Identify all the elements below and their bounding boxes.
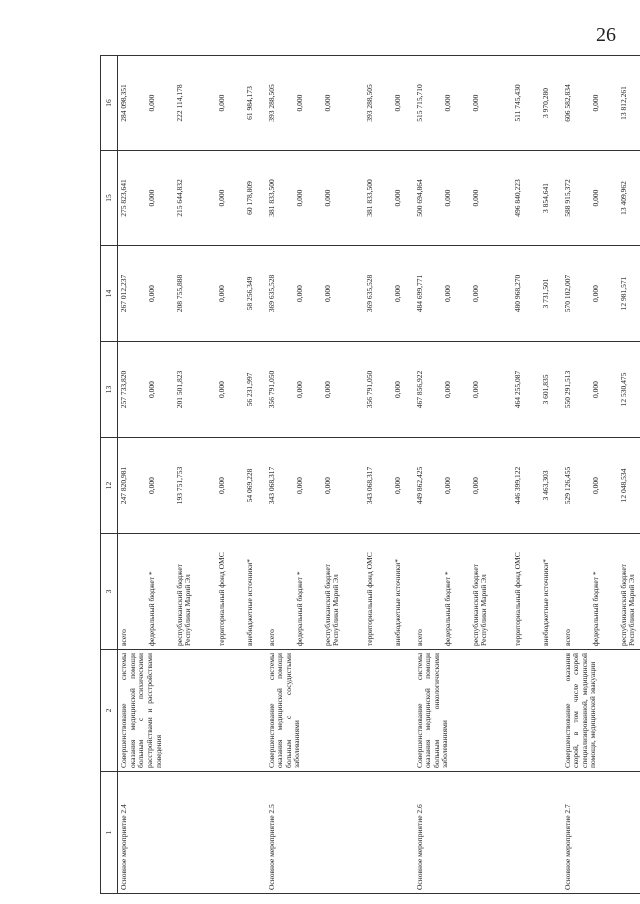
measure-description-cell: Совершенствование системы оказания медицинской помощи больным с психическими расстройствами и расстройствами поведения: [118, 650, 266, 772]
measure-cell: Основное мероприятие 2.7: [562, 772, 640, 894]
value-cell: 3 731,501: [540, 246, 562, 342]
value-cell: 0,000: [216, 151, 244, 246]
value-cell: 0,000: [294, 56, 322, 151]
funding-source-cell: всего: [562, 534, 590, 650]
value-cell: 61 984,173: [244, 56, 266, 151]
measure-description-cell: Совершенствование системы оказания медицинской помощи больным онкологическими заболеваниями: [414, 650, 562, 772]
value-cell: 356 791,050: [364, 342, 392, 438]
value-cell: 275 823,641: [118, 151, 146, 246]
funding-source-cell: федеральный бюджет *: [590, 534, 618, 650]
value-cell: 0,000: [146, 246, 174, 342]
value-cell: 0,000: [470, 151, 512, 246]
value-cell: 356 791,050: [266, 342, 294, 438]
value-cell: 0,000: [322, 151, 364, 246]
value-cell: 467 856,922: [414, 342, 442, 438]
funding-source-cell: всего: [118, 534, 146, 650]
value-cell: 0,000: [392, 246, 414, 342]
value-cell: 247 820,981: [118, 438, 146, 534]
value-cell: 381 833,500: [266, 151, 294, 246]
table-row: [414, 56, 442, 894]
column-header: 2: [101, 650, 118, 772]
value-cell: 0,000: [442, 56, 470, 151]
funding-source-cell: всего: [266, 534, 294, 650]
value-cell: 3 970,280: [540, 56, 562, 151]
funding-source-cell: республиканский бюджет Республики Марий Эл: [618, 534, 640, 650]
value-cell: 0,000: [590, 151, 618, 246]
value-cell: 588 915,372: [562, 151, 590, 246]
page-number: 26: [596, 24, 616, 46]
table-row: [266, 56, 294, 894]
value-cell: 0,000: [294, 342, 322, 438]
column-header: 14: [101, 246, 118, 342]
value-cell: 515 715,710: [414, 56, 442, 151]
value-cell: 0,000: [590, 246, 618, 342]
value-cell: 0,000: [392, 438, 414, 534]
funding-source-cell: внебюджетные источники*: [244, 534, 266, 650]
value-cell: 201 501,823: [174, 342, 216, 438]
value-cell: 393 288,505: [364, 56, 392, 151]
value-cell: 381 833,500: [364, 151, 392, 246]
value-cell: 0,000: [322, 56, 364, 151]
funding-source-cell: федеральный бюджет *: [294, 534, 322, 650]
measure-cell: Основное мероприятие 2.6: [414, 772, 562, 894]
table-row: [562, 56, 590, 894]
value-cell: 267 012,237: [118, 246, 146, 342]
value-cell: 343 068,317: [364, 438, 392, 534]
value-cell: 484 699,771: [414, 246, 442, 342]
value-cell: 369 635,528: [266, 246, 294, 342]
table-row: [118, 56, 146, 894]
value-cell: 0,000: [294, 438, 322, 534]
value-cell: 0,000: [470, 246, 512, 342]
value-cell: 12 048,534: [618, 438, 640, 534]
value-cell: 500 694,864: [414, 151, 442, 246]
value-cell: 0,000: [294, 246, 322, 342]
funding-source-cell: территориальный фонд ОМС: [364, 534, 392, 650]
funding-source-cell: республиканский бюджет Республики Марий Эл: [322, 534, 364, 650]
budget-table: [100, 55, 640, 894]
value-cell: 0,000: [392, 151, 414, 246]
value-cell: 0,000: [470, 342, 512, 438]
value-cell: 0,000: [442, 342, 470, 438]
funding-source-cell: внебюджетные источники*: [392, 534, 414, 650]
value-cell: 193 751,753: [174, 438, 216, 534]
funding-source-cell: территориальный фонд ОМС: [512, 534, 540, 650]
value-cell: 343 068,317: [266, 438, 294, 534]
value-cell: 0,000: [216, 342, 244, 438]
value-cell: 13 812,261: [618, 56, 640, 151]
column-header: 3: [101, 534, 118, 650]
value-cell: 58 256,349: [244, 246, 266, 342]
value-cell: 13 409,962: [618, 151, 640, 246]
value-cell: 0,000: [322, 438, 364, 534]
value-cell: 60 178,809: [244, 151, 266, 246]
measure-description-cell: Совершенствование системы оказания медицинской помощи больным с сосудистыми заболеваниями: [266, 650, 414, 772]
column-header: 13: [101, 342, 118, 438]
column-header: 1: [101, 772, 118, 894]
value-cell: 464 255,087: [512, 342, 540, 438]
value-cell: 0,000: [392, 342, 414, 438]
measure-description-cell: Совершенствование оказания скорой, в том числе скорой специализированной, медицинской помощи, медицинской эвакуации: [562, 650, 640, 772]
table-body: [118, 56, 640, 894]
value-cell: 446 399,122: [512, 438, 540, 534]
column-header: 15: [101, 151, 118, 246]
funding-source-cell: всего: [414, 534, 442, 650]
value-cell: 0,000: [146, 151, 174, 246]
value-cell: 284 098,351: [118, 56, 146, 151]
value-cell: 393 288,505: [266, 56, 294, 151]
value-cell: 0,000: [590, 342, 618, 438]
value-cell: 0,000: [216, 56, 244, 151]
value-cell: 0,000: [442, 438, 470, 534]
funding-source-cell: территориальный фонд ОМС: [216, 534, 244, 650]
value-cell: 0,000: [590, 56, 618, 151]
measure-cell: Основное мероприятие 2.4: [118, 772, 266, 894]
value-cell: 0,000: [470, 56, 512, 151]
value-cell: 0,000: [146, 438, 174, 534]
column-header: 16: [101, 56, 118, 151]
value-cell: 0,000: [146, 342, 174, 438]
value-cell: 12 981,571: [618, 246, 640, 342]
value-cell: 0,000: [146, 56, 174, 151]
value-cell: 0,000: [294, 151, 322, 246]
value-cell: 0,000: [322, 246, 364, 342]
value-cell: 222 114,178: [174, 56, 216, 151]
value-cell: 56 231,997: [244, 342, 266, 438]
rotated-budget-table: [100, 56, 640, 894]
value-cell: 3 854,641: [540, 151, 562, 246]
value-cell: 529 126,455: [562, 438, 590, 534]
value-cell: 0,000: [216, 438, 244, 534]
funding-source-cell: внебюджетные источники*: [540, 534, 562, 650]
header-row: [101, 56, 118, 894]
funding-source-cell: федеральный бюджет *: [146, 534, 174, 650]
value-cell: 0,000: [590, 438, 618, 534]
value-cell: 215 644,832: [174, 151, 216, 246]
value-cell: 550 291,513: [562, 342, 590, 438]
value-cell: 449 862,425: [414, 438, 442, 534]
value-cell: 208 755,888: [174, 246, 216, 342]
value-cell: 3 601,835: [540, 342, 562, 438]
value-cell: 511 745,430: [512, 56, 540, 151]
value-cell: 496 840,223: [512, 151, 540, 246]
value-cell: 0,000: [470, 438, 512, 534]
value-cell: 570 102,007: [562, 246, 590, 342]
value-cell: 54 069,228: [244, 438, 266, 534]
value-cell: 0,000: [216, 246, 244, 342]
measure-cell: Основное мероприятие 2.5: [266, 772, 414, 894]
value-cell: 480 968,270: [512, 246, 540, 342]
funding-source-cell: республиканский бюджет Республики Марий Эл: [174, 534, 216, 650]
funding-source-cell: республиканский бюджет Республики Марий Эл: [470, 534, 512, 650]
funding-source-cell: федеральный бюджет *: [442, 534, 470, 650]
value-cell: 0,000: [442, 151, 470, 246]
column-header: 12: [101, 438, 118, 534]
value-cell: 257 733,820: [118, 342, 146, 438]
value-cell: 0,000: [392, 56, 414, 151]
value-cell: 369 635,528: [364, 246, 392, 342]
value-cell: 12 530,475: [618, 342, 640, 438]
value-cell: 0,000: [322, 342, 364, 438]
value-cell: 0,000: [442, 246, 470, 342]
value-cell: 3 463,303: [540, 438, 562, 534]
value-cell: 606 582,834: [562, 56, 590, 151]
